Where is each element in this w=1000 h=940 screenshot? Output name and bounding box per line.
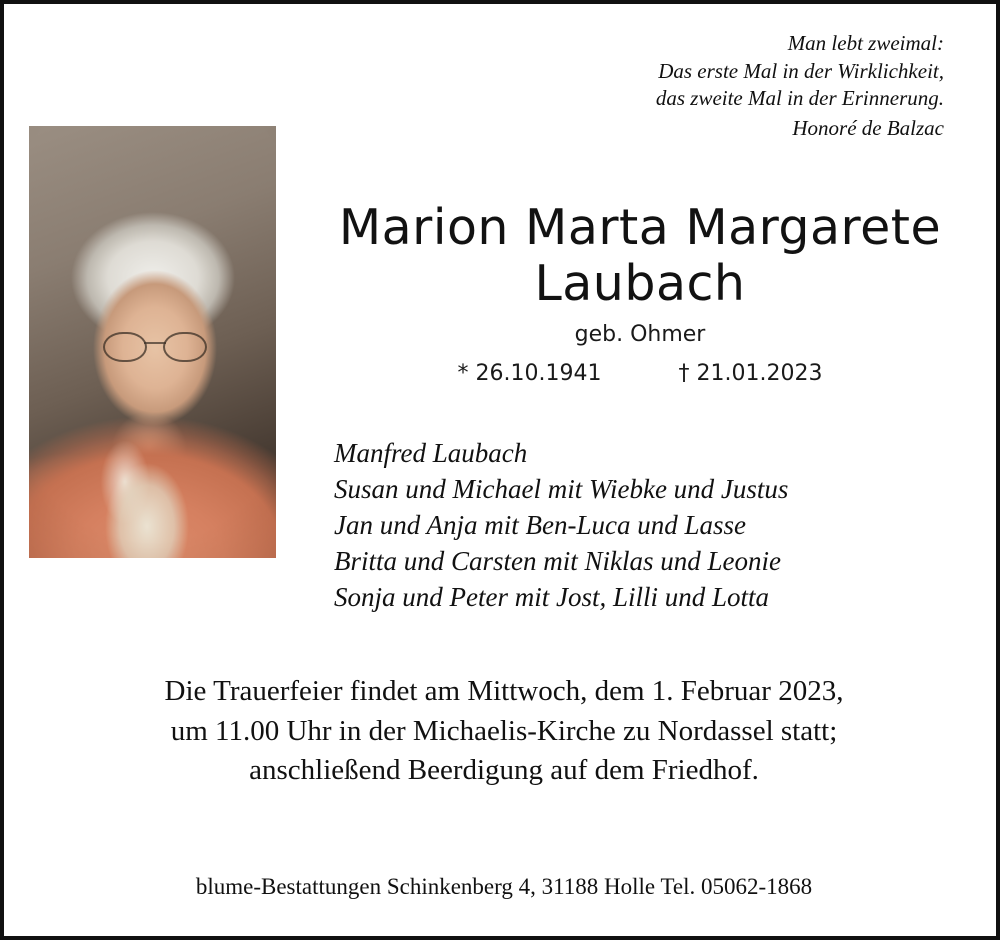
photo-vignette: [29, 126, 276, 558]
quote-line-2: Das erste Mal in der Wirklichkeit,: [658, 58, 944, 83]
birth-date: * 26.10.1941: [457, 360, 602, 386]
funeral-home-footer: blume-Bestattungen Schinkenberg 4, 31188 Holle Tel. 05062-1868: [195, 874, 813, 899]
deceased-name-line-1: Marion Marta Margarete: [338, 199, 942, 256]
quote-author: Honoré de Balzac: [792, 116, 944, 141]
mourner-line: Britta und Carsten mit Niklas und Leonie: [334, 545, 782, 576]
deceased-name-line-2: Laubach: [534, 254, 746, 312]
quote-line-1: Man lebt zweimal:: [787, 31, 944, 55]
ceremony-line: um 11.00 Uhr in der Michaelis-Kirche zu Nordassel statt;: [170, 714, 838, 747]
deceased-dates: [300, 361, 980, 386]
mourner-line: Manfred Laubach: [334, 438, 528, 468]
ceremony-line: anschließend Beerdigung auf dem Friedhof.: [249, 754, 759, 787]
quotation-block: [424, 30, 944, 143]
ceremony-details: [44, 672, 964, 791]
ceremony-line: Die Trauerfeier findet am Mittwoch, dem 1. Februar 2023,: [164, 675, 844, 707]
mourners-list: [334, 436, 974, 616]
mourner-line: Susan und Michael mit Wiebke und Justus: [334, 473, 789, 504]
deceased-maiden-name: geb. Ohmer: [574, 321, 706, 347]
portrait-image: [29, 126, 276, 558]
quote-line-3: das zweite Mal in der Erinnerung.: [655, 86, 944, 111]
mourner-line: Sonja und Peter mit Jost, Lilli und Lotta: [334, 581, 770, 612]
portrait-photo: [29, 126, 276, 558]
death-date: † 21.01.2023: [678, 360, 823, 386]
mourner-line: Jan und Anja mit Ben-Luca und Lasse: [334, 509, 746, 540]
deceased-name-block: [300, 200, 980, 386]
